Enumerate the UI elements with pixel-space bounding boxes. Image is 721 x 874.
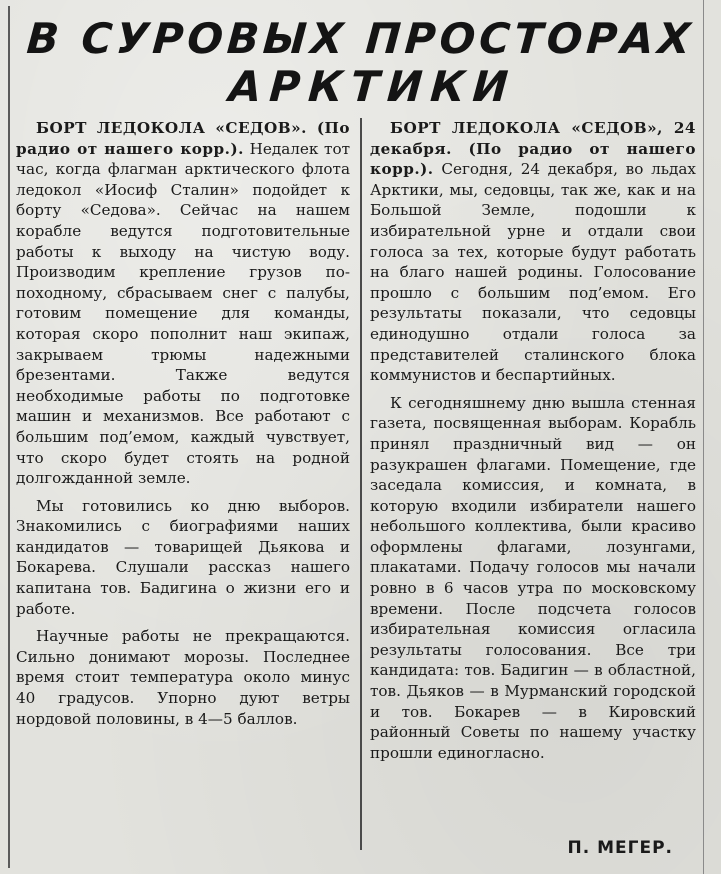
left-text-1: Недалек тот час, когда флагман арктического флота ледокол «Иосиф Сталин» подойдет к борту «Седова». Сейчас на нашем корабле ведутся подготовительные работы к выходу на чистую воду. Производим крепление грузов по-походному, сбрасываем снег с палубы, готовим помещение для команды, которая скоро пополнит наш экипаж, закрываем трюмы надежными брезентами. Также ведутся необходимые работы по подготовке машин и механизмов. Все работают с большим под’емом, каждый чувствует, что скоро будет стоять на родной долгожданной земле.: [16, 139, 351, 488]
left-column: [16, 118, 350, 729]
left-dateline: БОРТ ЛЕДОКОЛА «СЕДОВ». (По радио от нашего корр.).: [16, 119, 350, 158]
right-margin-rule: [703, 0, 704, 874]
left-paragraph-3: Научные работы не прекращаются. Сильно донимают морозы. Последнее время стоит температура около минус 40 градусов. Упорно дуют ветры нордовой половины, в 4—5 баллов.: [16, 627, 350, 728]
right-text-1: Сегодня, 24 декабря, во льдах Арктики, мы, седовцы, так же, как и на Большой Земле, подошли к избирательной урне и отдали свои голоса за тех, которые будут работать на благо нашей родины. Голосование прошло с большим под’емом. Его результаты показали, что седовцы единодушно отдали голоса за представителей сталинского блока коммунистов и беспартийных.: [370, 160, 696, 385]
headline-line-2: АРКТИКИ: [227, 62, 518, 111]
author-byline: П. МЕГЕР.: [567, 838, 673, 858]
left-paragraph-2: Мы готовились ко дню выборов. Знакомились с биографиями наших кандидатов — товарищей Дьякова и Бокарева. Слушали рассказ нашего капитана тов. Бадигина о жизни его и работе.: [16, 496, 350, 618]
column-divider: [360, 118, 362, 850]
right-paragraph-1: [370, 118, 696, 386]
left-paragraph-1: [16, 118, 350, 489]
headline-line-1: В СУРОВЫХ ПРОСТОРАХ: [25, 14, 696, 63]
right-paragraph-2: К сегодняшнему дню вышла стенная газета, посвященная выборам. Корабль принял праздничный вид — он разукрашен флагами. Помещение, где заседала комиссия, и комната, в которую входили избиратели нашего небольшого коллектива, были красиво оформлены флагами, лозунгами, плакатами. Подачу голосов мы начали ровно в 6 часов утра по московскому времени. После подсчета голосов избирательная комиссия огласила результаты голосования. Все три кандидата: тов. Бадигин — в областной, тов. Дьяков — в Мурманский городской и тов. Бокарев — в Кировский районный Советы по нашему участку прошли единогласно.: [370, 393, 696, 762]
right-column: [370, 118, 696, 763]
right-dateline: БОРТ ЛЕДОКОЛА «СЕДОВ», 24 декабря. (По радио от нашего корр.).: [370, 119, 696, 179]
left-margin-rule: [8, 6, 10, 868]
